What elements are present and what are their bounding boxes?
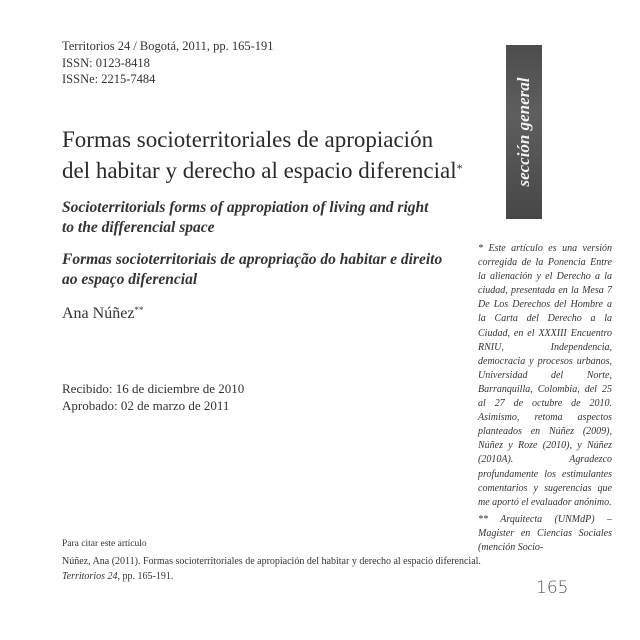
- title-english: [62, 198, 428, 238]
- received-date: Recibido: 16 de diciembre de 2010: [62, 381, 245, 396]
- citation-journal: Territorios 24: [62, 571, 118, 582]
- section-label: sección general: [514, 77, 533, 187]
- journal-header: [62, 38, 274, 88]
- author-name: Ana Núñez: [62, 305, 135, 322]
- footnotes: [478, 242, 612, 558]
- title-pt-line-2: ao espaço diferencial: [62, 271, 198, 288]
- author: [62, 305, 143, 323]
- title-pt-line-1: Formas socioterritoriais de apropriação do habitar e direito: [62, 251, 443, 268]
- citation-heading: Para citar este artículo: [62, 539, 147, 549]
- approved-date: Aprobado: 02 de marzo de 2011: [62, 398, 230, 413]
- citation: [62, 554, 481, 584]
- author-footnote-mark: **: [134, 305, 144, 315]
- title-line-2: del habitar y derecho al espacio diferencial: [62, 158, 457, 183]
- title-line-1: Formas socioterritoriales de apropiación: [62, 127, 434, 152]
- page-number: 165: [536, 578, 569, 598]
- citation-pages: , pp. 165-191.: [117, 571, 174, 582]
- title-portuguese: [62, 250, 442, 290]
- issne: ISSNe: 2215-7484: [62, 72, 156, 86]
- title-en-line-2: to the differencial space: [62, 219, 215, 236]
- journal-info: Territorios 24 / Bogotá, 2011, pp. 165-191: [62, 39, 274, 53]
- section-band: [506, 45, 542, 219]
- title-footnote-mark: *: [456, 161, 463, 175]
- citation-line-1: Núñez, Ana (2011). Formas socioterritoriales de apropiación del habitar y derecho al espacio diferencial.: [62, 556, 481, 567]
- footnote-1: * Este artículo es una versión corregida de la Ponencia Entre la alienación y el Derecho a la ciudad, presentada en la Mesa 7 De Los Derechos del Hombre a la Carta del Derecho a la Ciudad, en el XXXIII Encuentro RNIU, Independencia, democracia y procesos urbanos, Universidad del Norte, Barranquilla, Colombia, del 25 al 27 de octubre de 2010. Asimismo, retoma aspectos planteados en Núñez (2009), Núñez y Roze (2010), y Núñez (2010A). Agradezco profundamente los estimulantes comentarios y sugerencias que me aportó el evaluador anónimo.: [478, 243, 612, 508]
- title-en-line-1: Socioterritorials forms of appropiation of living and right: [62, 199, 429, 216]
- dates: [62, 380, 244, 414]
- issn: ISSN: 0123-8418: [62, 55, 150, 70]
- article-title: [62, 124, 463, 186]
- footnote-2: ** Arquitecta (UNMdP) – Magister en Ciencias Sociales (mención Socio-: [478, 513, 612, 553]
